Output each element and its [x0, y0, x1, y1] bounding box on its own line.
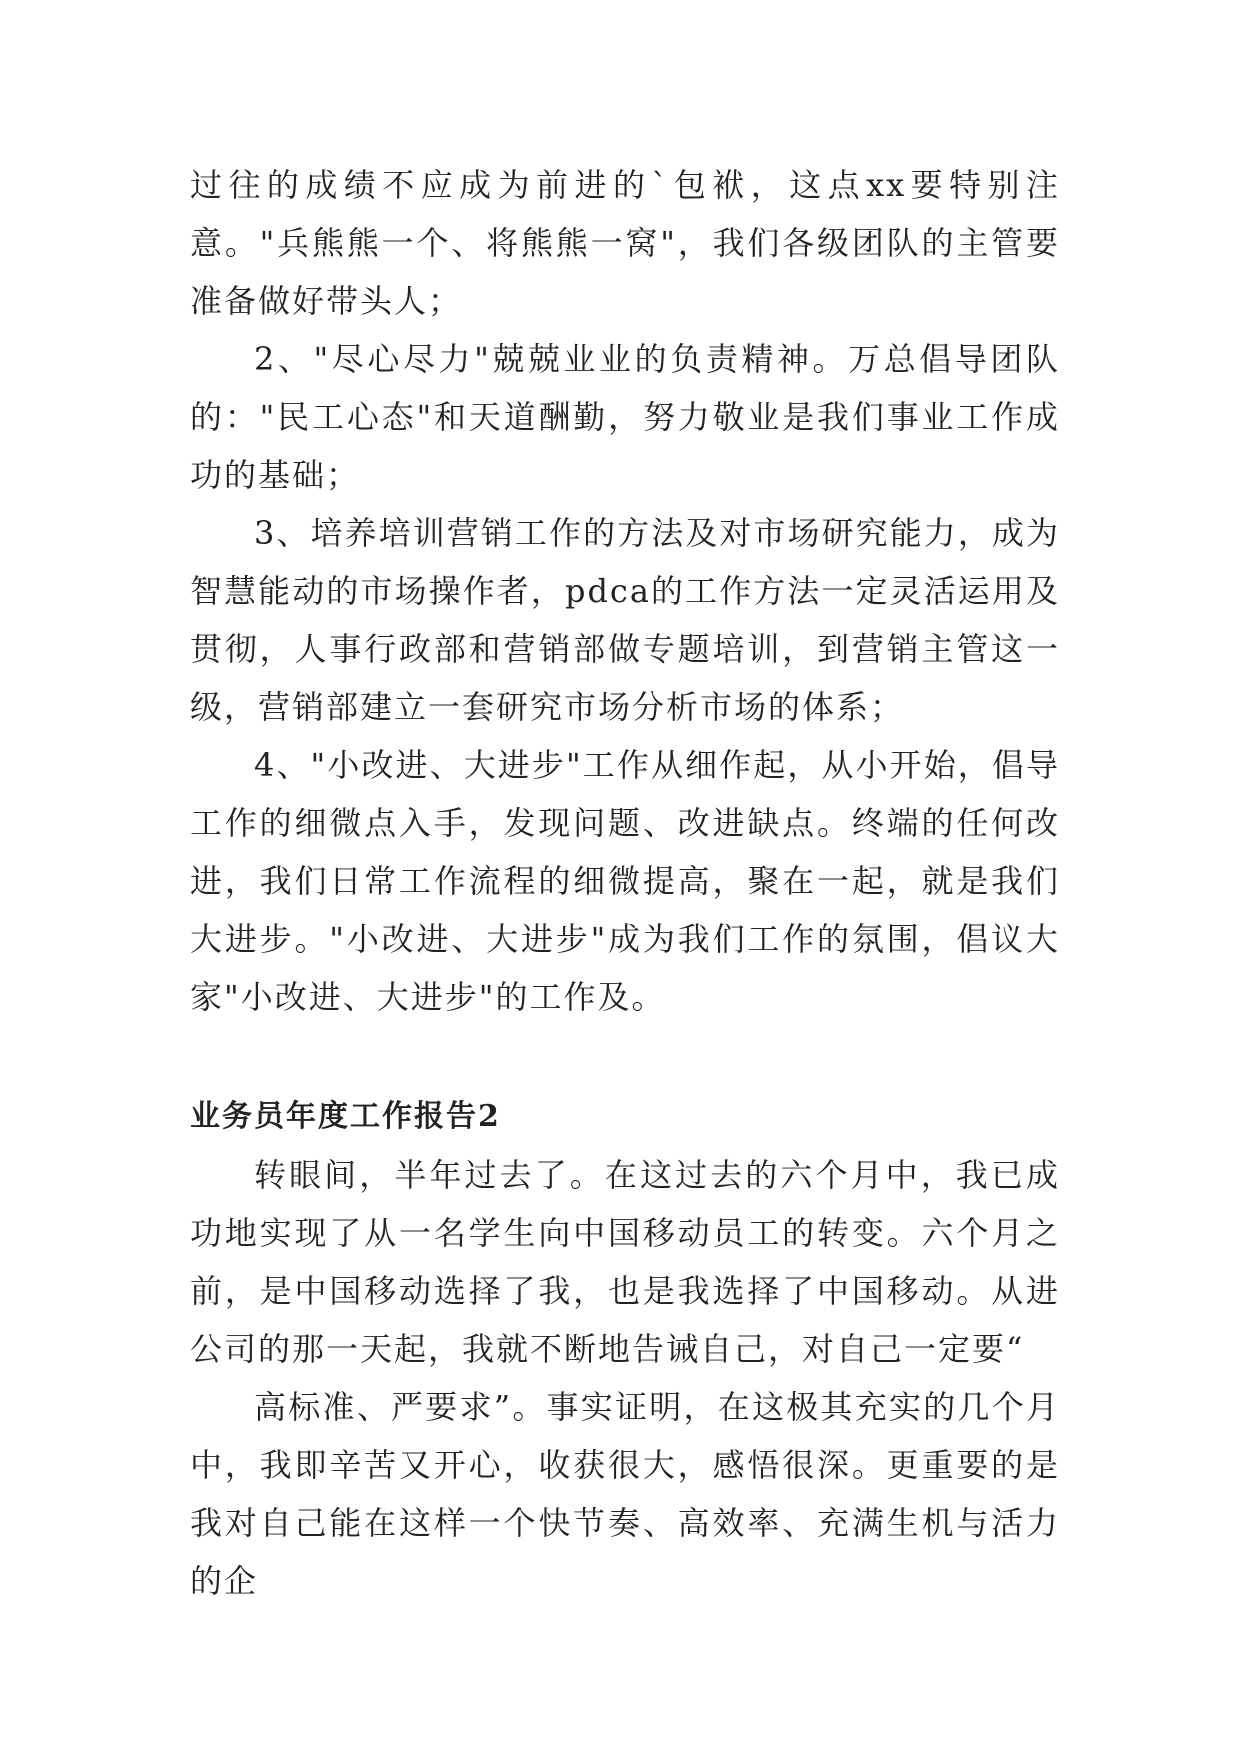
paragraph-6: 高标准、严要求”。事实证明，在这极其充实的几个月中，我即辛苦又开心，收获很大，感悟很深。更重要的是我对自己能在这样一个快节奏、高效率、充满生机与活力的企 — [190, 1388, 1060, 1600]
paragraph-1: 过往的成绩不应成为前进的`包袱，这点xx要特别注意。"兵熊熊一个、将熊熊一窝"，我们各级团队的主管要准备做好带头人； — [190, 166, 1060, 320]
document-body — [190, 156, 1060, 1610]
paragraph-5: 转眼间，半年过去了。在这过去的六个月中，我已成功地实现了从一名学生向中国移动员工的转变。六个月之前，是中国移动选择了我，也是我选择了中国移动。从进公司的那一天起，我就不断地告诫自己，对自己一定要“ — [190, 1156, 1060, 1368]
paragraph-2: 2、"尽心尽力"兢兢业业的负责精神。万总倡导团队的："民工心态"和天道酬勤，努力敬业是我们事业工作成功的基础； — [190, 340, 1060, 494]
section-heading: 业务员年度工作报告2 — [190, 1099, 501, 1134]
paragraph-4: 4、"小改进、大进步"工作从细作起，从小开始，倡导工作的细微点入手，发现问题、改进缺点。终端的任何改进，我们日常工作流程的细微提高，聚在一起，就是我们大进步。"小改进、大进步"成为我们工作的氛围，倡议大家"小改进、大进步"的工作及。 — [190, 746, 1060, 1016]
paragraph-3: 3、培养培训营销工作的方法及对市场研究能力，成为智慧能动的市场操作者，pdca的工作方法一定灵活运用及贯彻，人事行政部和营销部做专题培训，到营销主管这一级，营销部建立一套研究市场分析市场的体系； — [190, 514, 1060, 726]
